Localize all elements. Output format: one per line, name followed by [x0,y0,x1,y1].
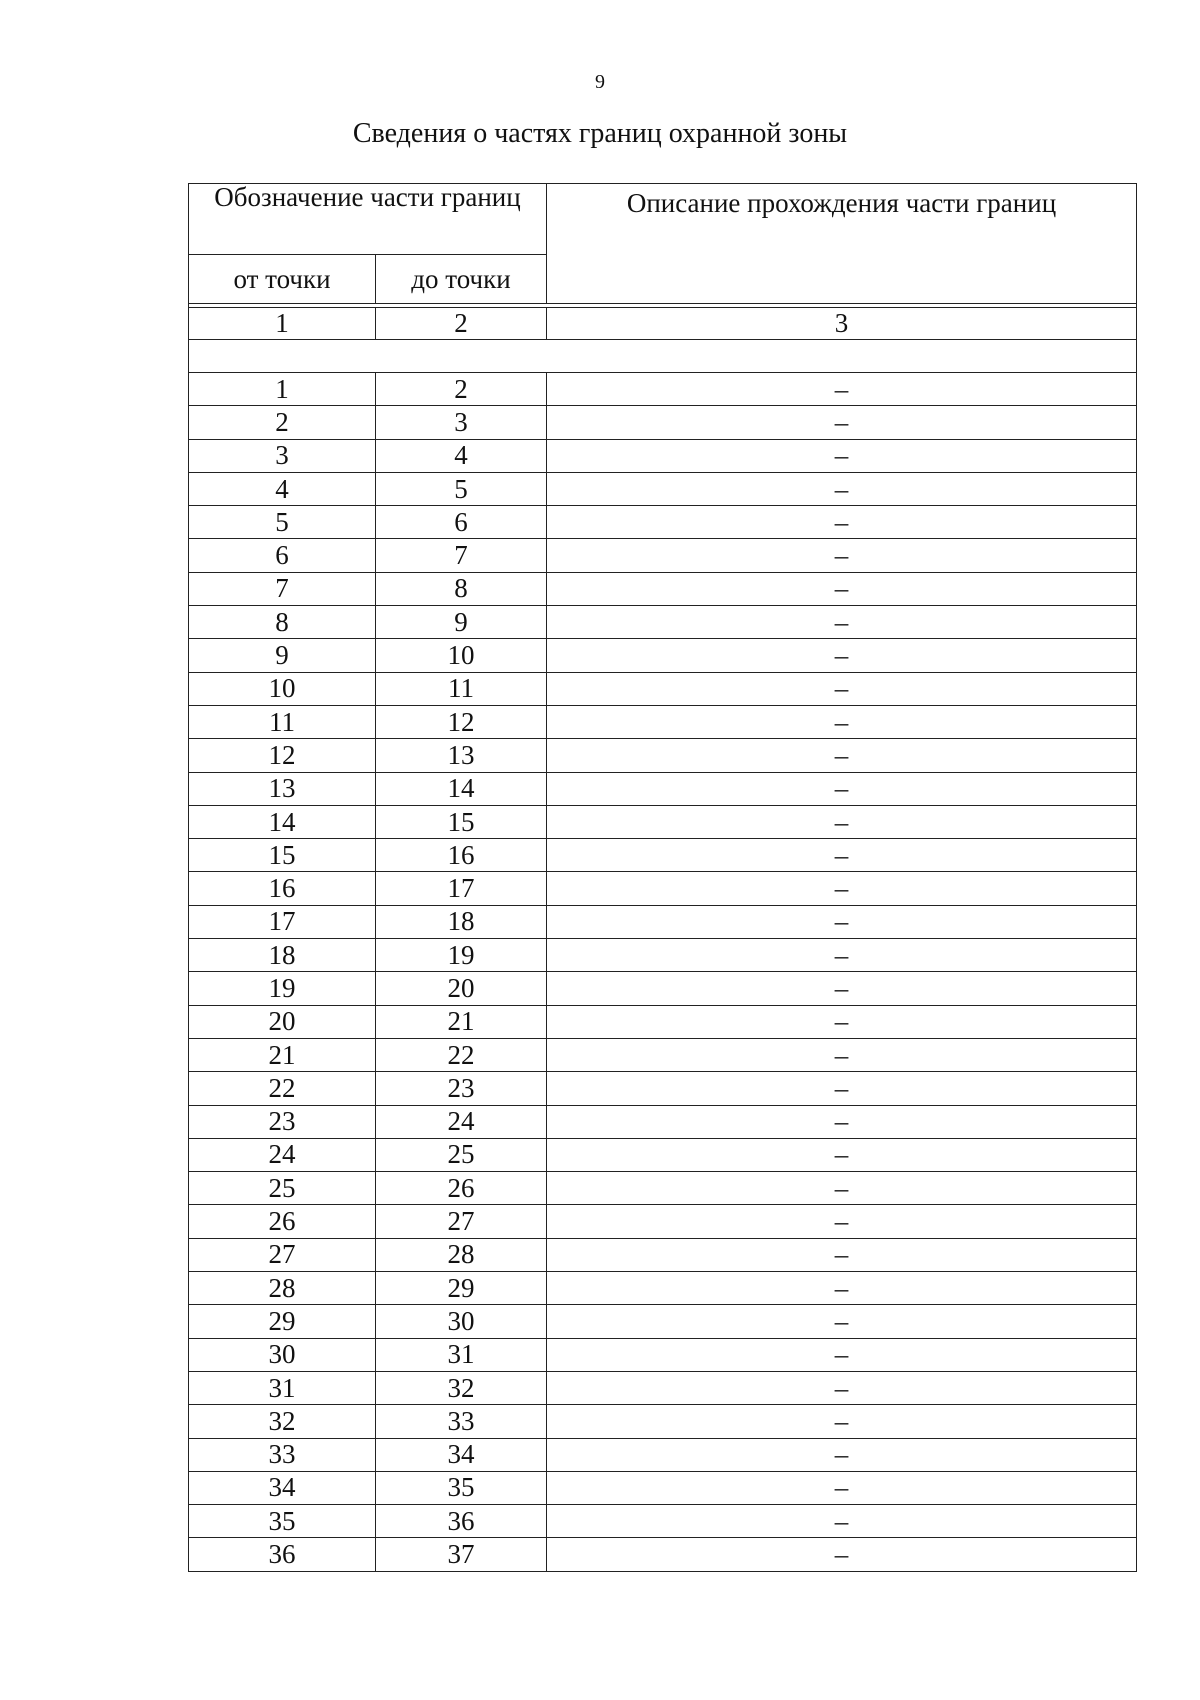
table-row [189,1505,1137,1538]
cell-from-point: 34 [189,1471,376,1504]
cell-description: – [547,1205,1137,1238]
boundary-parts-table [188,183,1137,1572]
cell-to-point: 13 [376,739,547,772]
header-to-point: до точки [376,255,547,304]
cell-from-point: 14 [189,805,376,838]
cell-description: – [547,606,1137,639]
cell-from-point: 4 [189,472,376,505]
table-row [189,1305,1137,1338]
cell-to-point: 15 [376,805,547,838]
table-row [189,1172,1137,1205]
cell-from-point: 15 [189,839,376,872]
cell-to-point: 22 [376,1038,547,1071]
cell-to-point: 30 [376,1305,547,1338]
table-row [189,506,1137,539]
cell-description: – [547,872,1137,905]
empty-row [189,340,1137,373]
cell-description: – [547,1505,1137,1538]
table-row [189,572,1137,605]
cell-from-point: 27 [189,1238,376,1271]
cell-from-point: 10 [189,672,376,705]
column-number: 3 [547,308,1137,340]
cell-from-point: 32 [189,1405,376,1438]
table-row [189,606,1137,639]
cell-description: – [547,1371,1137,1404]
cell-to-point: 12 [376,705,547,738]
cell-to-point: 4 [376,439,547,472]
cell-to-point: 21 [376,1005,547,1038]
table-row [189,1338,1137,1371]
cell-to-point: 7 [376,539,547,572]
cell-from-point: 36 [189,1538,376,1571]
cell-to-point: 36 [376,1505,547,1538]
cell-to-point: 28 [376,1238,547,1271]
cell-from-point: 20 [189,1005,376,1038]
cell-from-point: 17 [189,905,376,938]
table-row [189,1038,1137,1071]
cell-from-point: 22 [189,1072,376,1105]
cell-to-point: 19 [376,939,547,972]
cell-from-point: 23 [189,1105,376,1138]
cell-from-point: 24 [189,1138,376,1171]
cell-description: – [547,939,1137,972]
cell-description: – [547,1005,1137,1038]
table-row [189,672,1137,705]
cell-description: – [547,472,1137,505]
cell-description: – [547,1238,1137,1271]
header-designation: Обозначение части границ [189,184,547,255]
header-description: Описание прохождения части границ [547,184,1137,304]
cell-to-point: 37 [376,1538,547,1571]
table-row [189,1138,1137,1171]
cell-from-point: 8 [189,606,376,639]
table-row [189,839,1137,872]
cell-from-point: 31 [189,1371,376,1404]
table-row [189,705,1137,738]
cell-from-point: 1 [189,373,376,406]
table-row [189,1072,1137,1105]
cell-description: – [547,1405,1137,1438]
cell-to-point: 11 [376,672,547,705]
cell-description: – [547,1272,1137,1305]
cell-from-point: 26 [189,1205,376,1238]
cell-description: – [547,805,1137,838]
cell-description: – [547,839,1137,872]
table-row [189,872,1137,905]
cell-description: – [547,1072,1137,1105]
cell-from-point: 30 [189,1338,376,1371]
cell-to-point: 9 [376,606,547,639]
cell-to-point: 17 [376,872,547,905]
cell-to-point: 16 [376,839,547,872]
document-title: Сведения о частях границ охранной зоны [352,118,848,149]
cell-to-point: 5 [376,472,547,505]
table-row [189,972,1137,1005]
cell-from-point: 18 [189,939,376,972]
cell-to-point: 34 [376,1438,547,1471]
table-row [189,1471,1137,1504]
cell-from-point: 9 [189,639,376,672]
table-row [189,1105,1137,1138]
cell-from-point: 35 [189,1505,376,1538]
cell-to-point: 6 [376,506,547,539]
cell-to-point: 14 [376,772,547,805]
cell-to-point: 33 [376,1405,547,1438]
cell-to-point: 27 [376,1205,547,1238]
cell-description: – [547,905,1137,938]
table-row [189,939,1137,972]
cell-from-point: 6 [189,539,376,572]
cell-from-point: 3 [189,439,376,472]
table-row [189,1405,1137,1438]
header-from-point: от точки [189,255,376,304]
cell-from-point: 19 [189,972,376,1005]
table-row [189,739,1137,772]
cell-description: – [547,705,1137,738]
cell-to-point: 29 [376,1272,547,1305]
table-row [189,539,1137,572]
cell-to-point: 10 [376,639,547,672]
cell-to-point: 26 [376,1172,547,1205]
cell-from-point: 21 [189,1038,376,1071]
table-row [189,1005,1137,1038]
cell-from-point: 13 [189,772,376,805]
column-number: 1 [189,308,376,340]
cell-description: – [547,739,1137,772]
cell-description: – [547,672,1137,705]
table-row [189,772,1137,805]
cell-to-point: 25 [376,1138,547,1171]
cell-description: – [547,506,1137,539]
cell-description: – [547,406,1137,439]
cell-description: – [547,1338,1137,1371]
cell-to-point: 8 [376,572,547,605]
table-header-row [189,184,1137,255]
table-row [189,1205,1137,1238]
cell-to-point: 23 [376,1072,547,1105]
cell-to-point: 18 [376,905,547,938]
table-row [189,1272,1137,1305]
cell-from-point: 2 [189,406,376,439]
cell-from-point: 11 [189,705,376,738]
table-row [189,1538,1137,1571]
cell-description: – [547,1438,1137,1471]
table-row [189,905,1137,938]
cell-description: – [547,572,1137,605]
cell-to-point: 20 [376,972,547,1005]
cell-to-point: 32 [376,1371,547,1404]
cell-to-point: 31 [376,1338,547,1371]
cell-description: – [547,972,1137,1005]
cell-description: – [547,1471,1137,1504]
cell-from-point: 7 [189,572,376,605]
cell-description: – [547,1105,1137,1138]
cell-to-point: 3 [376,406,547,439]
cell-description: – [547,373,1137,406]
cell-from-point: 16 [189,872,376,905]
table-row [189,1238,1137,1271]
cell-description: – [547,1538,1137,1571]
cell-from-point: 5 [189,506,376,539]
cell-from-point: 28 [189,1272,376,1305]
table-row [189,472,1137,505]
cell-description: – [547,439,1137,472]
column-number: 2 [376,308,547,340]
cell-from-point: 33 [189,1438,376,1471]
table-row [189,439,1137,472]
table-row [189,1438,1137,1471]
table-row [189,1371,1137,1404]
cell-from-point: 29 [189,1305,376,1338]
cell-from-point: 25 [189,1172,376,1205]
page-number: 9 [595,71,605,93]
cell-description: – [547,639,1137,672]
cell-description: – [547,1305,1137,1338]
column-numbers-row [189,308,1137,340]
cell-to-point: 2 [376,373,547,406]
table-row [189,406,1137,439]
cell-description: – [547,1038,1137,1071]
cell-description: – [547,539,1137,572]
cell-description: – [547,772,1137,805]
table-row [189,639,1137,672]
cell-description: – [547,1138,1137,1171]
table-row [189,805,1137,838]
table-row [189,373,1137,406]
cell-from-point: 12 [189,739,376,772]
cell-to-point: 35 [376,1471,547,1504]
cell-to-point: 24 [376,1105,547,1138]
cell-description: – [547,1172,1137,1205]
